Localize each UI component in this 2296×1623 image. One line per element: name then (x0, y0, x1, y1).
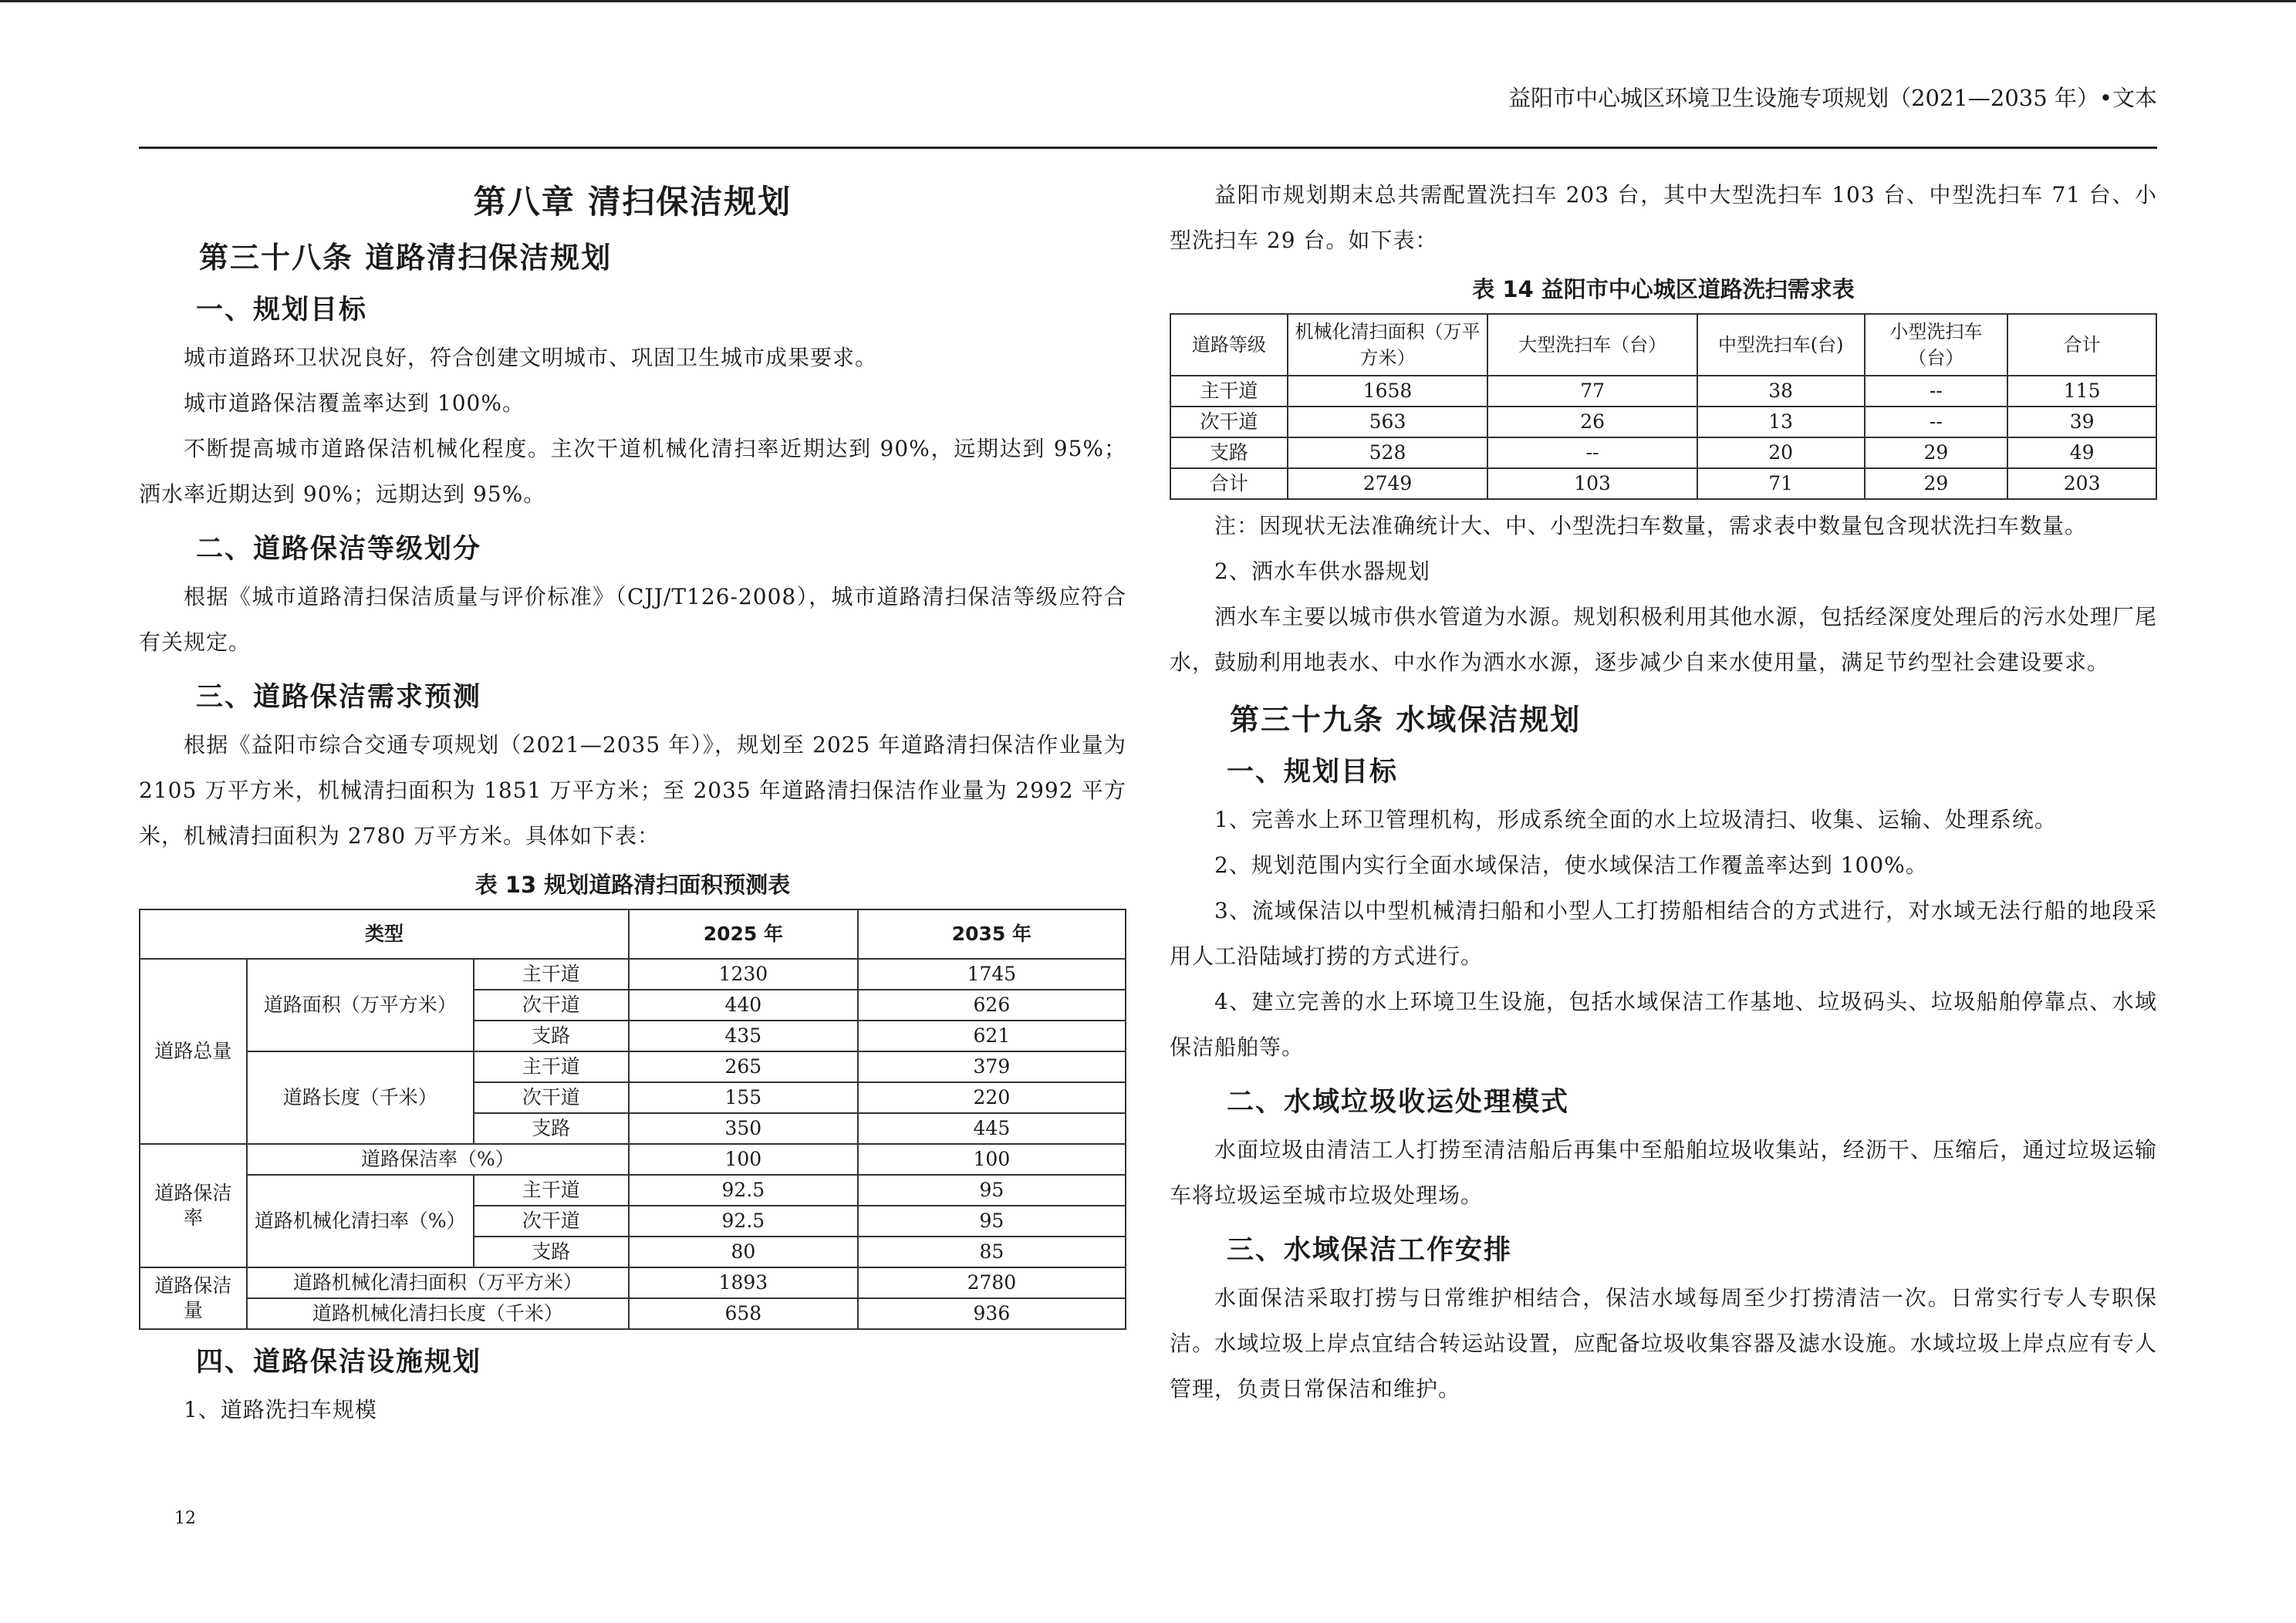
table14-caption: 表 14 益阳市中心城区道路洗扫需求表 (1472, 276, 1855, 302)
cell: 71 (1697, 468, 1865, 499)
cell: 563 (1288, 407, 1488, 437)
paragraph: 城市道路保洁覆盖率达到 100%。 (184, 390, 525, 416)
paragraph: 根据《城市道路清扫保洁质量与评价标准》（CJJ/T126-2008），城市道路清扫保洁等级应符合有关规定。 (139, 584, 1126, 655)
left-column (139, 166, 1126, 1432)
road-type-cell: 主干道 (474, 959, 629, 990)
subgroup-cell: 道路机械化清扫长度（千米） (247, 1298, 629, 1329)
value-cell: 658 (629, 1298, 858, 1329)
table-header-row (140, 909, 1126, 959)
cell: -- (1865, 376, 2008, 407)
cell: 29 (1865, 437, 2008, 468)
paragraph: 根据《益阳市综合交通专项规划（2021—2035 年）》，规划至 2025 年道路清扫保洁作业量为 2105 万平方米，机械清扫面积为 1851 万平方米；至 2035 年道路清扫保洁作业量为 2992 平方米，机械清扫面积为 2780 万平方米。具体如下表： (139, 732, 1126, 849)
paragraph: 益阳市规划期末总共需配置洗扫车 203 台，其中大型洗扫车 103 台、中型洗扫车 71 台、小型洗扫车 29 台。如下表： (1170, 182, 2157, 253)
table14 (1170, 313, 2157, 500)
cell: -- (1865, 407, 2008, 437)
table-header-row (1170, 314, 2156, 376)
road-type-cell: 支路 (474, 1237, 629, 1267)
group-cell: 道路总量 (140, 959, 247, 1144)
header-cell: 2025 年 (629, 909, 858, 959)
chapter-title: 第八章 清扫保洁规划 (473, 183, 792, 221)
section-title-water-collection: 二、水域垃圾收运处理模式 (1227, 1087, 1570, 1118)
table-note: 注：因现状无法准确统计大、中、小型洗扫车数量，需求表中数量包含现状洗扫车数量。 (1214, 513, 2088, 538)
table-row (1170, 407, 2156, 437)
cell: -- (1487, 437, 1697, 468)
cell: 38 (1697, 376, 1865, 407)
table-row (1170, 376, 2156, 407)
section-title-grade: 二、道路保洁等级划分 (196, 534, 482, 565)
list-item: 4、建立完善的水上环境卫生设施，包括水域保洁工作基地、垃圾码头、垃圾船舶停靠点、水域保洁船舶等。 (1170, 989, 2157, 1060)
cell: 主干道 (1170, 376, 1288, 407)
cell: 103 (1487, 468, 1697, 499)
cell: 2749 (1288, 468, 1488, 499)
group-cell: 道路保洁量 (140, 1267, 247, 1329)
page-number: 12 (174, 1509, 196, 1528)
cell: 77 (1487, 376, 1697, 407)
road-type-cell: 次干道 (474, 990, 629, 1021)
header-rule (139, 147, 2157, 149)
road-type-cell: 次干道 (474, 1082, 629, 1113)
cell: 49 (2007, 437, 2156, 468)
list-item: 1、完善水上环卫管理机构，形成系统全面的水上垃圾清扫、收集、运输、处理系统。 (1214, 807, 2057, 832)
group-cell: 道路保洁率 (140, 1144, 247, 1267)
section-title-forecast: 三、道路保洁需求预测 (196, 682, 482, 713)
subgroup-cell: 道路面积（万平方米） (247, 959, 474, 1051)
section-title-water-goals: 一、规划目标 (1227, 757, 1399, 788)
subgroup-cell: 道路保洁率（%） (247, 1144, 629, 1175)
value-cell: 95 (858, 1175, 1126, 1206)
value-cell: 85 (858, 1237, 1126, 1267)
value-cell: 92.5 (629, 1206, 858, 1237)
value-cell: 626 (858, 990, 1126, 1021)
table13-caption: 表 13 规划道路清扫面积预测表 (474, 872, 791, 898)
road-type-cell: 主干道 (474, 1051, 629, 1082)
page-top-border (0, 0, 2296, 2)
table-row (140, 1051, 1126, 1082)
road-type-cell: 主干道 (474, 1175, 629, 1206)
table-row (140, 1267, 1126, 1298)
value-cell: 80 (629, 1237, 858, 1267)
paragraph: 城市道路环卫状况良好，符合创建文明城市、巩固卫生城市成果要求。 (184, 345, 878, 370)
section-title-water-schedule: 三、水域保洁工作安排 (1227, 1235, 1513, 1266)
value-cell: 155 (629, 1082, 858, 1113)
table-row (140, 1144, 1126, 1175)
header-cell: 道路等级 (1170, 314, 1288, 376)
header-cell: 大型洗扫车（台） (1487, 314, 1697, 376)
value-cell: 92.5 (629, 1175, 858, 1206)
value-cell: 435 (629, 1021, 858, 1051)
road-type-cell: 支路 (474, 1113, 629, 1144)
cell: 115 (2007, 376, 2156, 407)
cell: 528 (1288, 437, 1488, 468)
paragraph: 水面垃圾由清洁工人打捞至清洁船后再集中至船舶垃圾收集站，经沥干、压缩后，通过垃圾运输车将垃圾运至城市垃圾处理场。 (1170, 1137, 2157, 1208)
subgroup-cell: 道路长度（千米） (247, 1051, 474, 1144)
value-cell: 440 (629, 990, 858, 1021)
value-cell: 100 (858, 1144, 1126, 1175)
running-header: 益阳市中心城区环境卫生设施专项规划（2021—2035 年）•文本 (1508, 85, 2157, 111)
header-cell: 合计 (2007, 314, 2156, 376)
table-row (140, 1175, 1126, 1206)
value-cell: 2780 (858, 1267, 1126, 1298)
paragraph: 水面保洁采取打捞与日常维护相结合，保洁水域每周至少打捞清洁一次。日常实行专人专职保洁。水域垃圾上岸点宜结合转运站设置，应配备垃圾收集容器及滤水设施。水域垃圾上岸点应有专人管理，负责日常保洁和维护。 (1170, 1285, 2157, 1402)
section-title-goals: 一、规划目标 (196, 295, 368, 326)
value-cell: 220 (858, 1082, 1126, 1113)
value-cell: 445 (858, 1113, 1126, 1144)
header-cell: 机械化清扫面积（万平方米） (1288, 314, 1488, 376)
value-cell: 95 (858, 1206, 1126, 1237)
section-title-facilities: 四、道路保洁设施规划 (196, 1347, 482, 1378)
cell: 39 (2007, 407, 2156, 437)
header-cell: 2035 年 (858, 909, 1126, 959)
subsection-label: 2、洒水车供水器规划 (1214, 558, 1430, 584)
value-cell: 936 (858, 1298, 1126, 1329)
value-cell: 1893 (629, 1267, 858, 1298)
article-title-39: 第三十九条 水域保洁规划 (1230, 703, 1582, 737)
paragraph: 不断提高城市道路保洁机械化程度。主次干道机械化清扫率近期达到 90%，远期达到 95%；洒水率近期达到 90%；远期达到 95%。 (139, 436, 1126, 507)
value-cell: 1745 (858, 959, 1126, 990)
value-cell: 100 (629, 1144, 858, 1175)
cell: 29 (1865, 468, 2008, 499)
cell: 20 (1697, 437, 1865, 468)
value-cell: 621 (858, 1021, 1126, 1051)
value-cell: 265 (629, 1051, 858, 1082)
table-row (140, 1298, 1126, 1329)
table-row (1170, 468, 2156, 499)
list-item: 2、规划范围内实行全面水域保洁，使水域保洁工作覆盖率达到 100%。 (1214, 852, 1928, 878)
cell: 26 (1487, 407, 1697, 437)
cell: 支路 (1170, 437, 1288, 468)
header-cell: 类型 (140, 909, 629, 959)
cell: 13 (1697, 407, 1865, 437)
table13 (139, 909, 1126, 1330)
cell: 次干道 (1170, 407, 1288, 437)
road-type-cell: 次干道 (474, 1206, 629, 1237)
subgroup-cell: 道路机械化清扫率（%） (247, 1175, 474, 1267)
table-row (140, 959, 1126, 990)
value-cell: 1230 (629, 959, 858, 990)
header-cell: 小型洗扫车（台） (1865, 314, 2008, 376)
value-cell: 350 (629, 1113, 858, 1144)
subsection-label: 1、道路洗扫车规模 (184, 1397, 377, 1422)
list-item: 3、流域保洁以中型机械清扫船和小型人工打捞船相结合的方式进行，对水域无法行船的地段采用人工沿陆域打捞的方式进行。 (1170, 898, 2157, 969)
cell: 203 (2007, 468, 2156, 499)
value-cell: 379 (858, 1051, 1126, 1082)
article-title-38: 第三十八条 道路清扫保洁规划 (199, 241, 613, 275)
right-column (1170, 166, 2157, 1412)
cell: 合计 (1170, 468, 1288, 499)
road-type-cell: 支路 (474, 1021, 629, 1051)
header-cell: 中型洗扫车(台) (1697, 314, 1865, 376)
paragraph: 洒水车主要以城市供水管道为水源。规划积极利用其他水源，包括经深度处理后的污水处理厂尾水，鼓励利用地表水、中水作为洒水水源，逐步减少自来水使用量，满足节约型社会建设要求。 (1170, 604, 2157, 675)
table-row (1170, 437, 2156, 468)
subgroup-cell: 道路机械化清扫面积（万平方米） (247, 1267, 629, 1298)
cell: 1658 (1288, 376, 1488, 407)
